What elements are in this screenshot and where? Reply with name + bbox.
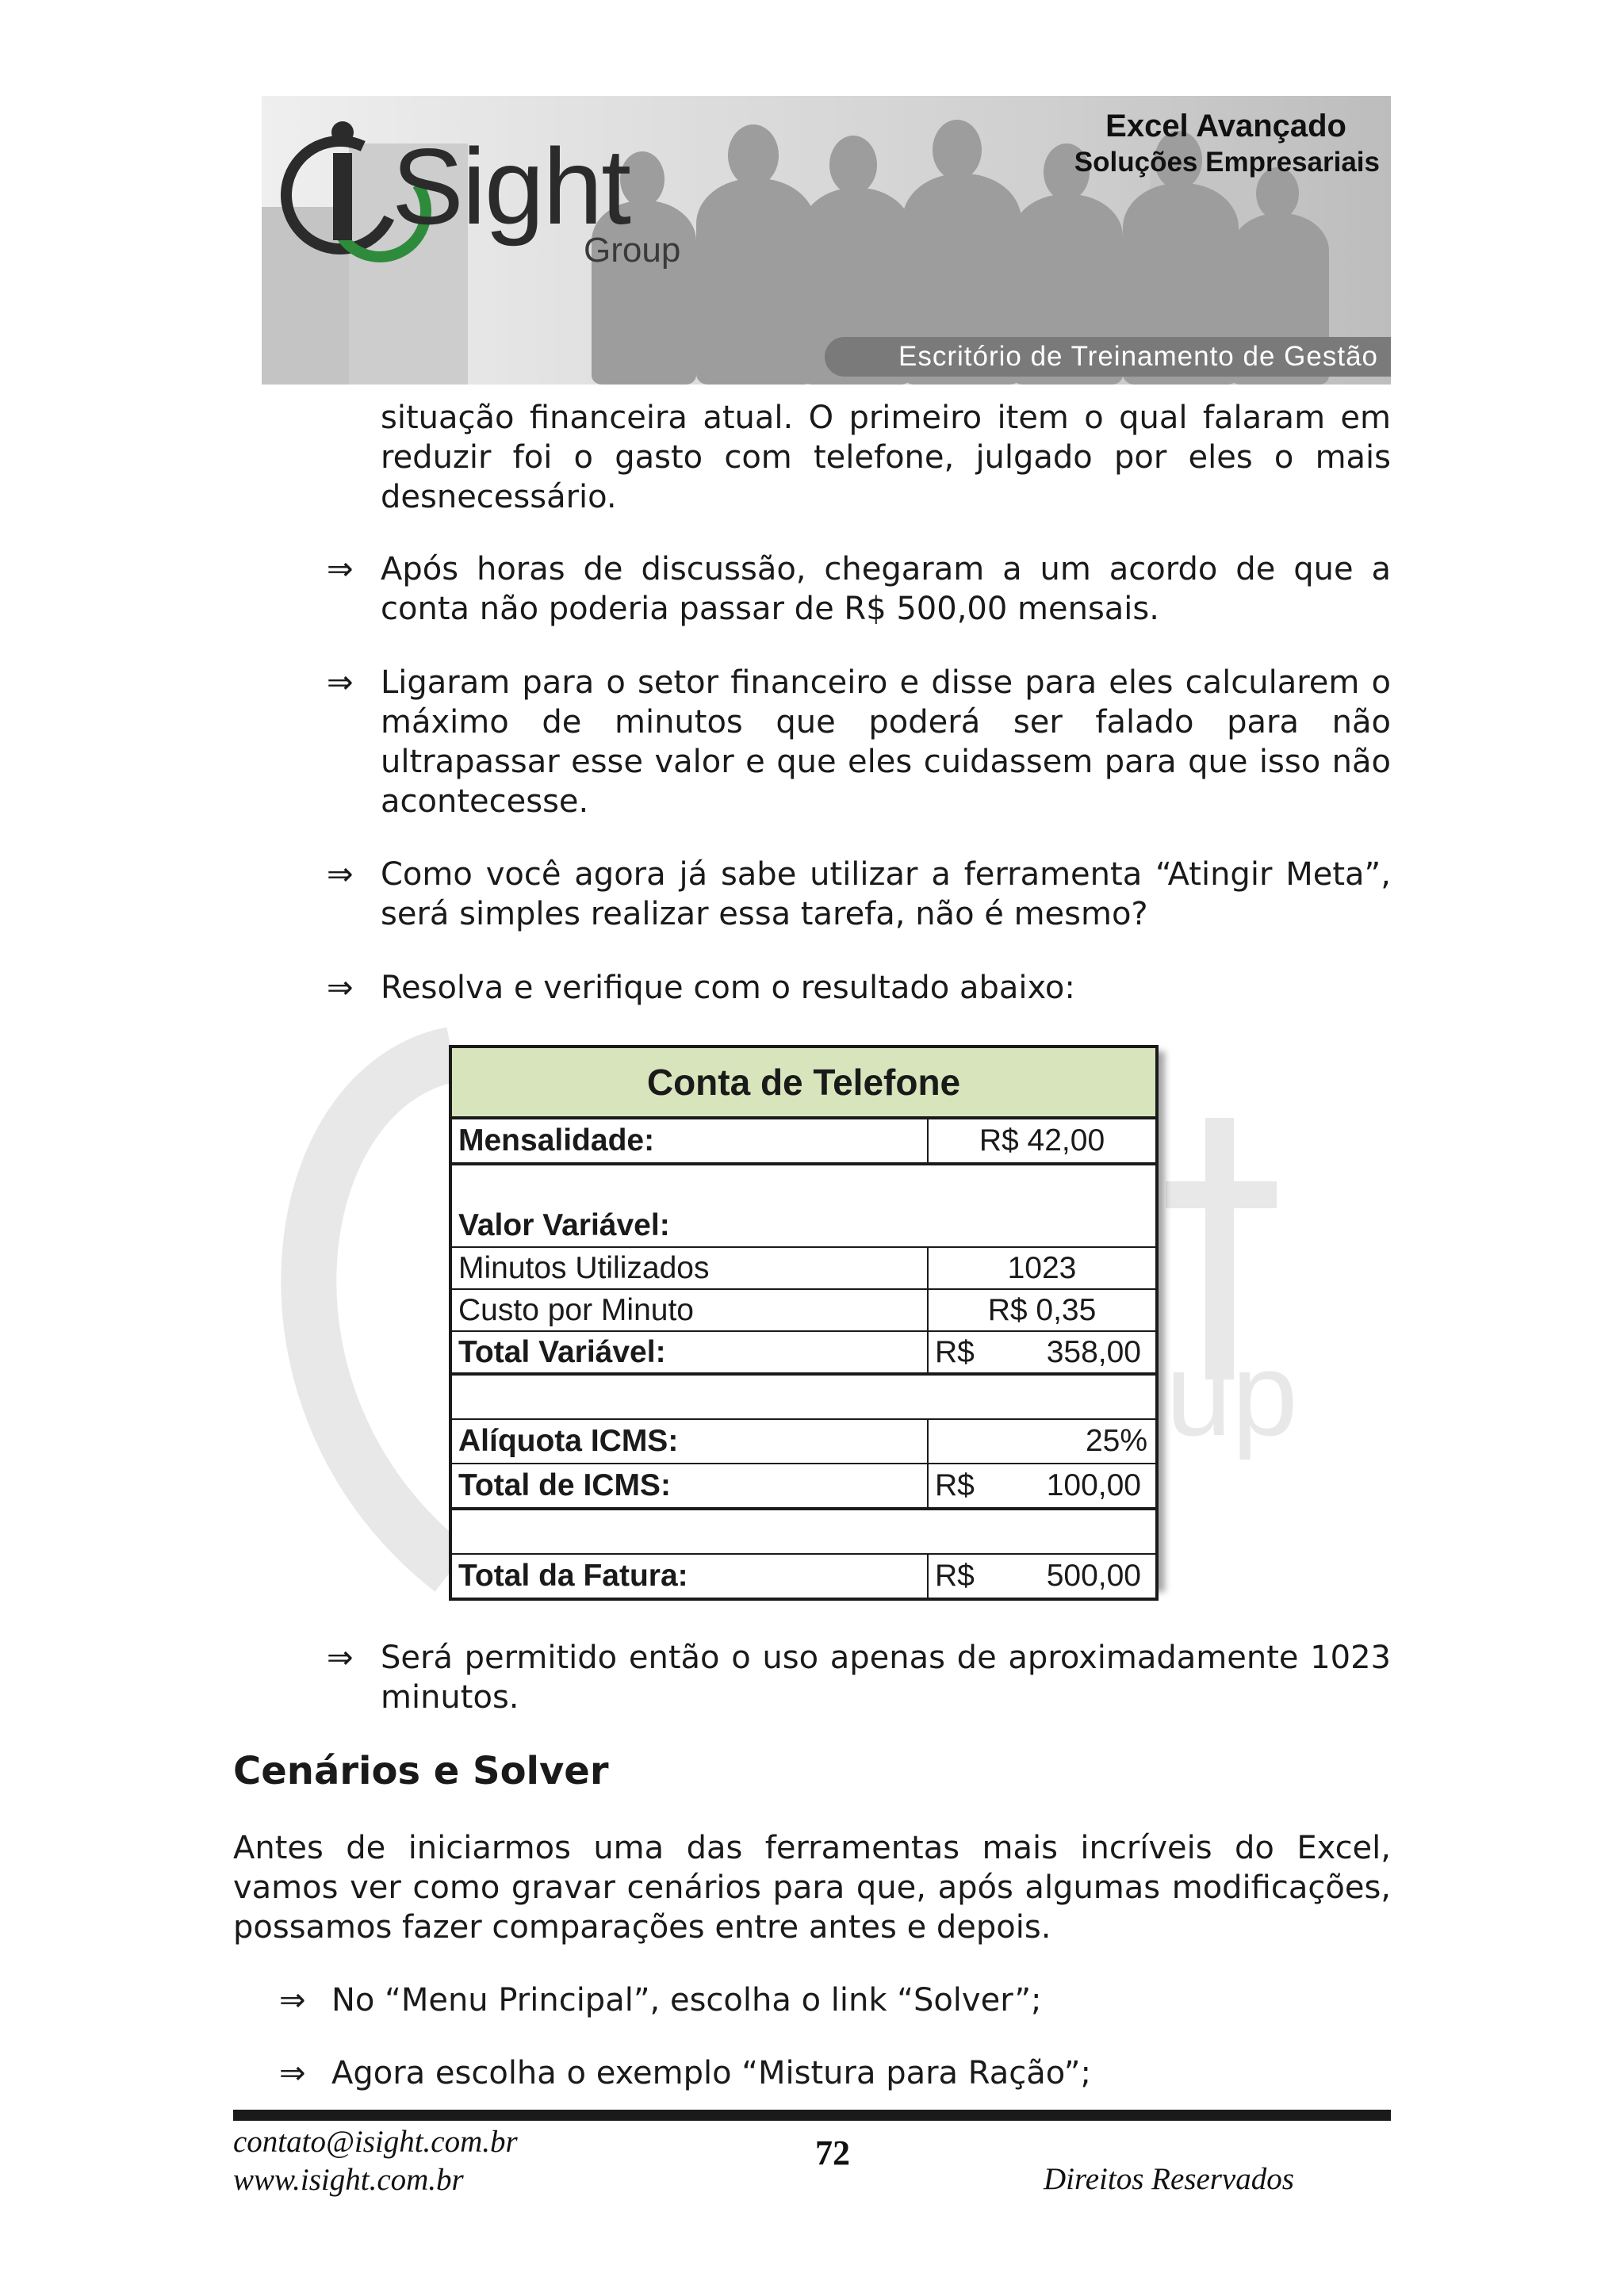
blank-row [450,1509,1157,1554]
intro-paragraph: situação financeira atual. O primeiro item o qual falaram em reduzir foi o gasto com telefone, julgado por eles o mais desnecessário. [381,400,1391,515]
logo-i-dot [331,121,354,144]
total-fatura-label: Total da Fatura: [450,1554,928,1599]
minutos-label: Minutos Utilizados [450,1247,928,1289]
mensalidade-value: R$ 42,00 [928,1118,1157,1164]
arrow-bullet-icon: ⇒ [327,551,354,587]
total-variavel-value: 358,00 [1046,1334,1141,1369]
total-variavel-label: Total Variável: [450,1331,928,1374]
person-silhouette-head [933,120,982,180]
person-silhouette-head [728,124,779,186]
total-icms-value: 100,00 [1046,1468,1141,1502]
bullet-item: Após horas de discussão, chegaram a um acordo de que a conta não poderia passar de R$ 500,00 mensais. [381,551,1391,627]
section-bullet-item: Agora escolha o exemplo “Mistura para Ração”; [331,2055,1091,2091]
minutos-value: 1023 [928,1247,1157,1289]
aliquota-label: Alíquota ICMS: [450,1419,928,1464]
section-title: Cenários e Solver [233,1749,609,1793]
person-silhouette-head [829,136,877,194]
watermark-t-bar [1166,1181,1277,1208]
total-fatura-cell [928,1554,1157,1599]
section-paragraph: Antes de iniciarmos uma das ferramentas mais incríveis do Excel, vamos ver como gravar cenários para que, após algumas modificações, possamos fazer comparações entre antes e depois. [233,1830,1391,1946]
header-subtitle: Soluções Empresariais [1074,147,1380,178]
bullet-item: Será permitido então o uso apenas de aproximadamente 1023 minutos. [381,1640,1391,1716]
blank-row [450,1374,1157,1419]
footer-divider [233,2110,1391,2121]
currency-symbol: R$ [935,1334,975,1369]
arrow-bullet-icon: ⇒ [327,664,354,701]
header-title: Excel Avançado [1105,109,1346,144]
currency-symbol: R$ [935,1468,975,1502]
arrow-bullet-icon: ⇒ [327,856,354,893]
mensalidade-label: Mensalidade: [450,1118,928,1164]
currency-symbol: R$ [935,1559,975,1593]
header-banner [262,96,1391,385]
footer-contact [233,2123,518,2199]
logo-i-stem [333,153,352,240]
footer-rights: Direitos Reservados [1044,2162,1294,2196]
logo-wordmark: Sight [392,126,630,247]
header-ribbon: Escritório de Treinamento de Gestão [825,337,1391,377]
phone-bill-table [449,1045,1159,1593]
arrow-bullet-icon: ⇒ [327,1640,354,1676]
logo-group-text: Group [584,231,681,270]
arrow-bullet-icon: ⇒ [279,2055,306,2091]
total-fatura-value: 500,00 [1046,1559,1141,1593]
total-icms-cell [928,1464,1157,1509]
bullet-item: Ligaram para o setor financeiro e disse para eles calcularem o máximo de minutos que poderá ser falado para não ultrapassar esse valor e que eles cuidassem para que isso não acontecesse. [381,664,1391,820]
valor-variavel-label: Valor Variável: [450,1164,1157,1247]
aliquota-value: 25% [928,1419,1157,1464]
watermark-swoosh [308,1054,452,1570]
bullet-item: Resolva e verifique com o resultado abaixo: [381,970,1075,1006]
arrow-bullet-icon: ⇒ [327,970,354,1006]
custo-value: R$ 0,35 [928,1289,1157,1331]
footer-email: contato@isight.com.br [233,2125,518,2159]
isight-logo [273,112,717,278]
table-title: Conta de Telefone [450,1047,1157,1118]
bullet-item: Como você agora já sabe utilizar a ferramenta “Atingir Meta”, será simples realizar essa tarefa, não é mesmo? [381,856,1391,932]
page-number: 72 [815,2133,850,2172]
custo-label: Custo por Minuto [450,1289,928,1331]
footer-website: www.isight.com.br [233,2163,464,2197]
total-icms-label: Total de ICMS: [450,1464,928,1509]
total-variavel-cell [928,1331,1157,1374]
arrow-bullet-icon: ⇒ [279,1982,306,2019]
watermark-letters: up [1166,1327,1298,1460]
section-bullet-item: No “Menu Principal”, escolha o link “Solver”; [331,1982,1042,2019]
